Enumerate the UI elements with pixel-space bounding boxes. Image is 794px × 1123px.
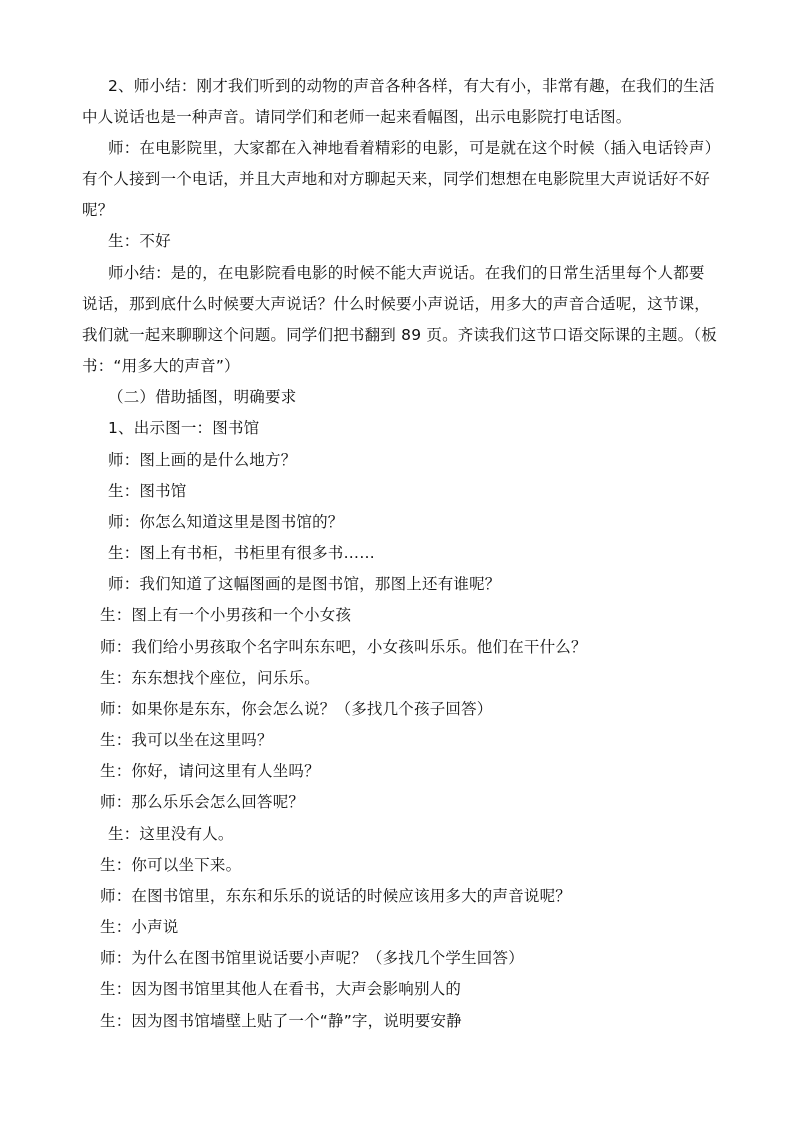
text-line: 生：因为图书馆墙壁上贴了一个“静”字，说明要安静 bbox=[100, 1012, 462, 1030]
section-heading: （二）借助插图，明确要求 bbox=[108, 388, 297, 406]
text-line: 师：在图书馆里，东东和乐乐的说话的时候应该用多大的声音说呢？ bbox=[100, 887, 572, 905]
text-line: 生：我可以坐在这里吗？ bbox=[100, 731, 273, 749]
text-line: 师：为什么在图书馆里说话要小声呢？（多找几个学生回答） bbox=[100, 949, 524, 967]
text-line: 生：不好 bbox=[108, 232, 171, 250]
text-line: 师：我们给小男孩取个名字叫东东吧，小女孩叫乐乐。他们在干什么？ bbox=[100, 638, 587, 656]
text-line: 2、师小结：刚才我们听到的动物的声音各种各样，有大有小，非常有趣，在我们的生活 bbox=[108, 77, 715, 95]
text-line: 师小结：是的，在电影院看电影的时候不能大声说话。在我们的日常生活里每个人都要 bbox=[108, 264, 705, 282]
text-line: 生：图书馆 bbox=[108, 482, 187, 500]
text-line: 中人说话也是一种声音。请同学们和老师一起来看幅图，出示电影院打电话图。 bbox=[82, 108, 632, 126]
text-line: 书：“用多大的声音”） bbox=[82, 357, 240, 375]
text-line: 生：你可以坐下来。 bbox=[100, 856, 242, 874]
text-line: 生：图上有一个小男孩和一个小女孩 bbox=[100, 606, 352, 624]
text-line: 我们就一起来聊聊这个问题。同学们把书翻到 89 页。齐读我们这节口语交际课的主题。（板 bbox=[82, 326, 717, 344]
text-line: 师：那么乐乐会怎么回答呢？ bbox=[100, 793, 305, 811]
text-line: 生：这里没有人。 bbox=[108, 825, 234, 843]
text-line: 生：图上有书柜，书柜里有很多书…… bbox=[108, 544, 375, 562]
text-line: 师：我们知道了这幅图画的是图书馆，那图上还有谁呢？ bbox=[108, 575, 501, 593]
text-line: 说话，那到底什么时候要大声说话？什么时候要小声说话，用多大的声音合适呢，这节课， bbox=[82, 295, 711, 313]
text-line: 1、出示图一：图书馆 bbox=[108, 419, 260, 437]
text-line: 有个人接到一个电话，并且大声地和对方聊起天来，同学们想想在电影院里大声说话好不好 bbox=[82, 170, 711, 188]
text-line: 师：图上画的是什么地方？ bbox=[108, 451, 297, 469]
text-line: 生：东东想找个座位，问乐乐。 bbox=[100, 669, 320, 687]
text-line: 呢？ bbox=[82, 201, 114, 219]
text-line: 师：如果你是东东，你会怎么说？（多找几个孩子回答） bbox=[100, 700, 493, 718]
text-line: 生：因为图书馆里其他人在看书，大声会影响别人的 bbox=[100, 980, 462, 998]
text-line: 生：你好，请问这里有人坐吗？ bbox=[100, 762, 320, 780]
text-line: 师：你怎么知道这里是图书馆的？ bbox=[108, 513, 344, 531]
text-line: 生：小声说 bbox=[100, 918, 179, 936]
text-line: 师：在电影院里，大家都在入神地看着精彩的电影，可是就在这个时候（插入电话铃声） bbox=[108, 139, 721, 157]
